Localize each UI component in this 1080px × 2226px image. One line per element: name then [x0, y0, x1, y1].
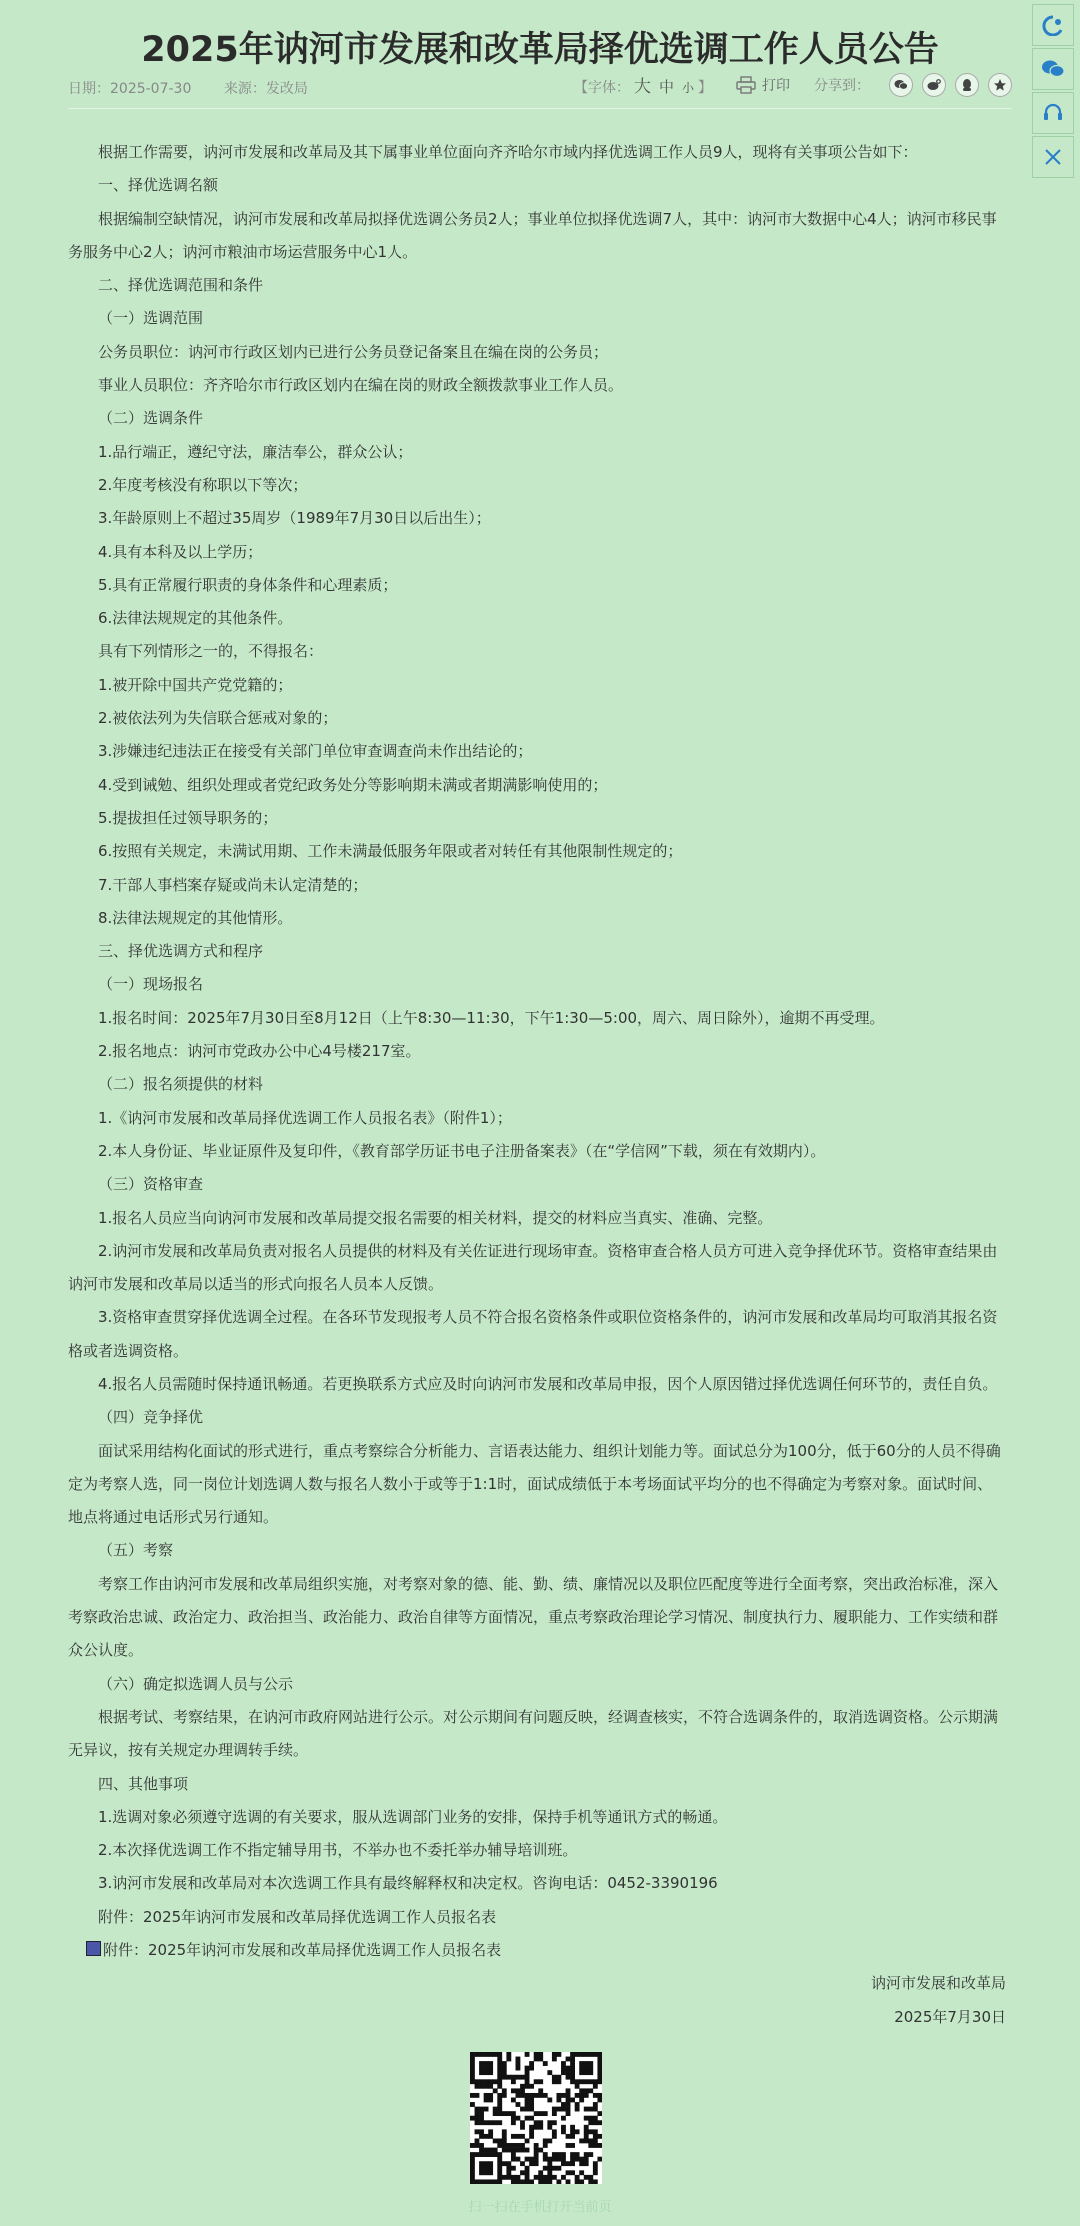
list-item: 1.品行端正，遵纪守法，廉洁奉公，群众公认； — [98, 442, 413, 461]
paragraph: 考察工作由讷河市发展和改革局组织实施，对考察对象的德、能、勤、绩、廉情况以及职位匹配度等进行全面考察，突出政治标准，深入考察政治忠诚、政治定力、政治担当、政治能力、政治自律等方面情况，重点考察政治理论学习情况、制度执行力、履职能力、工作实绩和群众公认度。 — [68, 1574, 999, 1660]
font-size-medium[interactable]: 中 — [658, 78, 674, 96]
list-item: 1.选调对象必须遵守选调的有关要求，服从选调部门业务的安排，保持手机等通讯方式的畅通。 — [98, 1807, 728, 1826]
signature-date: 2025年7月30日 — [894, 2007, 1006, 2026]
subsection-heading: （五）考察 — [98, 1541, 174, 1560]
attachment-link[interactable] — [68, 1934, 1006, 1967]
wechat-icon — [1041, 59, 1065, 79]
list-item: 3.年龄原则上不超过35周岁（1989年7月30日以后出生）； — [98, 509, 491, 528]
subsection-heading: （六）确定拟选调人员与公示 — [98, 1674, 294, 1693]
list-item: 3.资格审查贯穿择优选调全过程。在各环节发现报考人员不符合报名资格条件或职位资格条件的，讷河市发展和改革局均可取消其报名资格或者选调资格。 — [68, 1308, 998, 1360]
paragraph: 根据考试、考察结果，在讷河市政府网站进行公示。对公示期间有问题反映，经调查核实，不符合选调条件的，取消选调资格。公示期满无异议，按有关规定办理调转手续。 — [68, 1707, 999, 1760]
print-label: 打印 — [762, 77, 790, 94]
wechat-icon[interactable] — [889, 73, 913, 97]
subsection-heading: （三）资格审查 — [98, 1175, 204, 1194]
paragraph: 事业人员职位：齐齐哈尔市行政区划内在编在岗的财政全额拨款事业工作人员。 — [98, 376, 624, 395]
list-item: 2.本次择优选调工作不指定辅导用书，不举办也不委托举办辅导培训班。 — [98, 1841, 578, 1860]
header-divider — [68, 108, 1012, 109]
list-item: 4.具有本科及以上学历； — [98, 542, 263, 561]
wechat-button[interactable] — [1032, 48, 1074, 90]
signature-org: 讷河市发展和改革局 — [870, 1974, 1006, 1993]
section-heading: 二、择优选调范围和条件 — [98, 276, 264, 295]
attachment-note: 附件：2025年讷河市发展和改革局择优选调工作人员报名表 — [98, 1907, 497, 1926]
subsection-heading: （四）竞争择优 — [98, 1408, 204, 1427]
paragraph: 根据工作需要，讷河市发展和改革局及其下属事业单位面向齐齐哈尔市域内择优选调工作人员9人，现将有关事项公告如下： — [98, 143, 918, 161]
subsection-heading: （二）选调条件 — [98, 409, 204, 428]
qzone-icon[interactable] — [988, 73, 1012, 97]
list-item: 4.报名人员需随时保持通讯畅通。若更换联系方式应及时向讷河市发展和改革局申报，因个人原因错过择优选调任何环节的，责任自负。 — [98, 1374, 998, 1393]
list-item: 3.涉嫌违纪违法正在接受有关部门单位审查调查尚未作出结论的； — [98, 742, 533, 761]
paragraph: 面试采用结构化面试的形式进行，重点考察综合分析能力、言语表达能力、组织计划能力等。面试总分为100分，低于60分的人员不得确定为考察人选，同一岗位计划选调人数与报名人数小于或等于1:1时，面试成绩低于本考场面试平均分的也不得确定为考察对象。面试时间、地点将通过电话形式另行通知。 — [68, 1441, 1001, 1527]
subsection-heading: （一）选调范围 — [98, 309, 204, 328]
article-body — [68, 136, 1006, 2034]
list-item: 2.被依法列为失信联合惩戒对象的； — [98, 709, 338, 728]
list-item: 1.报名时间：2025年7月30日至8月12日（上午8:30—11:30，下午1:30—5:00，周六、周日除外），逾期不再受理。 — [98, 1008, 885, 1027]
section-heading: 三、择优选调方式和程序 — [98, 942, 264, 961]
section-heading: 一、择优选调名额 — [98, 176, 219, 195]
list-item: 2.报名地点：讷河市党政办公中心4号楼217室。 — [98, 1042, 421, 1061]
close-button[interactable] — [1032, 136, 1074, 178]
weibo-icon[interactable] — [922, 73, 946, 97]
qr-code-image — [470, 2052, 602, 2184]
paragraph: 根据编制空缺情况，讷河市发展和改革局拟择优选调公务员2人；事业单位拟择优选调7人，其中：讷河市大数据中心4人；讷河市移民事务服务中心2人；讷河市粮油市场运营服务中心1人。 — [68, 209, 997, 261]
subsection-heading: （二）报名须提供的材料 — [98, 1075, 264, 1094]
logo-icon — [1040, 14, 1066, 36]
paragraph: 公务员职位：讷河市行政区划内已进行公务员登记备案且在编在岗的公务员； — [98, 342, 609, 361]
list-item: 6.法律法规规定的其他条件。 — [98, 609, 293, 628]
list-item: 7.干部人事档案存疑或尚未认定清楚的； — [98, 875, 368, 894]
qq-icon[interactable] — [955, 73, 979, 97]
list-item: 8.法律法规规定的其他情形。 — [98, 908, 293, 927]
list-item: 1.报名人员应当向讷河市发展和改革局提交报名需要的相关材料，提交的材料应当真实、准确、完整。 — [98, 1208, 773, 1227]
qr-caption: 扫一扫在手机打开当前页 — [468, 2200, 612, 2215]
service-button[interactable] — [1032, 92, 1074, 134]
list-item: 2.年度考核没有称职以下等次； — [98, 475, 308, 494]
service-icon — [1042, 102, 1064, 124]
file-icon — [86, 1941, 101, 1956]
paragraph: 具有下列情形之一的，不得报名： — [98, 642, 324, 661]
font-size-label-end: 】 — [698, 80, 712, 96]
page-title: 2025年讷河市发展和改革局择优选调工作人员公告 — [141, 30, 939, 70]
font-size-label: 【字体： — [573, 80, 630, 96]
logo-button[interactable] — [1032, 4, 1074, 46]
floating-toolbar — [1032, 4, 1074, 180]
attachment-link-label: 附件：2025年讷河市发展和改革局择优选调工作人员报名表 — [103, 1941, 502, 1960]
subsection-heading: （一）现场报名 — [98, 975, 204, 994]
font-size-small[interactable]: 小 — [681, 81, 694, 95]
qr-code — [470, 2052, 602, 2184]
printer-icon — [736, 76, 756, 94]
share-label: 分享到： — [814, 77, 870, 94]
list-item: 2.讷河市发展和改革局负责对报名人员提供的材料及有关佐证进行现场审查。资格审查合格人员方可进入竞争择优环节。资格审查结果由讷河市发展和改革局以适当的形式向报名人员本人反馈。 — [68, 1241, 998, 1294]
source: 来源：发改局 — [223, 81, 308, 97]
list-item: 5.具有正常履行职责的身体条件和心理素质； — [98, 575, 398, 594]
section-heading: 四、其他事项 — [98, 1774, 189, 1793]
list-item: 5.提拔担任过领导职务的； — [98, 808, 278, 827]
list-item: 1.《讷河市发展和改革局择优选调工作人员报名表》（附件1）； — [98, 1108, 512, 1127]
font-size-large[interactable]: 大 — [633, 77, 651, 97]
list-item: 4.受到诫勉、组织处理或者党纪政务处分等影响期未满或者期满影响使用的； — [98, 775, 608, 794]
article-meta — [68, 72, 1012, 102]
list-item: 3.讷河市发展和改革局对本次选调工作具有最终解释权和决定权。咨询电话：0452-3390196 — [98, 1874, 718, 1893]
list-item: 2.本人身份证、毕业证原件及复印件，《教育部学历证书电子注册备案表》（在“学信网”下载，须在有效期内）。 — [98, 1141, 826, 1160]
font-size-switcher — [574, 72, 712, 97]
list-item: 1.被开除中国共产党党籍的； — [98, 675, 293, 694]
publish-date: 日期：2025-07-30 — [68, 81, 192, 97]
list-item: 6.按照有关规定，未满试用期、工作未满最低服务年限或者对转任有其他限制性规定的； — [98, 842, 683, 861]
close-icon — [1044, 148, 1062, 166]
print-button[interactable] — [736, 75, 790, 95]
